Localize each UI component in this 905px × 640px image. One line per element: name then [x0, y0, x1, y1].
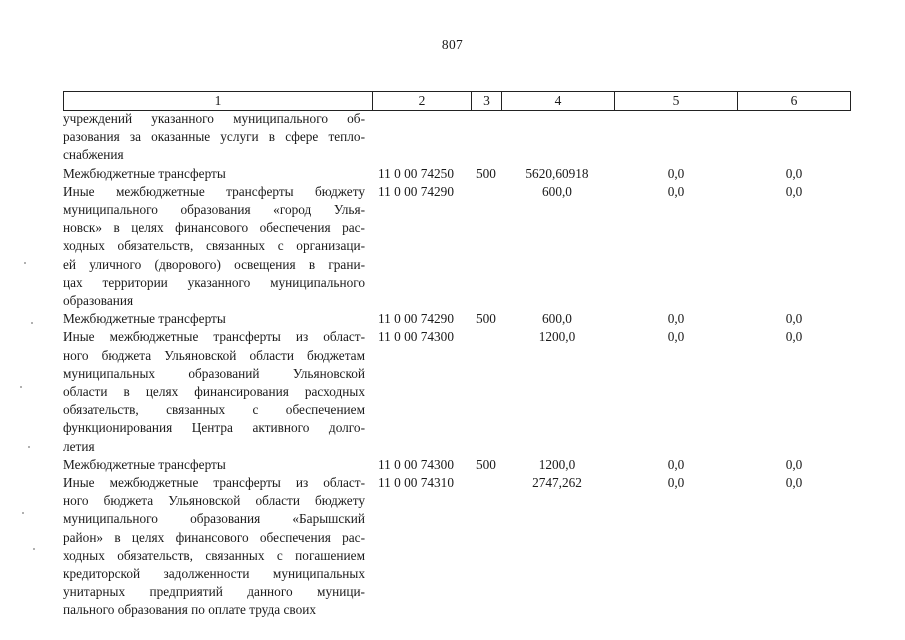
- row-code: 11 0 00 74290: [378, 311, 454, 327]
- header-col-3: 3: [472, 92, 502, 110]
- row-name-line: ного бюджета Ульяновской области бюджетам: [63, 347, 365, 363]
- header-col-5: 5: [615, 92, 738, 110]
- row-name: [63, 310, 365, 328]
- row-name-line: унитарных предприятий данного муници-: [63, 584, 365, 600]
- row-name-line: ходных обязательств, связанных с организаци-: [63, 238, 365, 254]
- row-name-line: Межбюджетные трансферты: [63, 165, 226, 181]
- row-code: 11 0 00 74310: [378, 475, 454, 490]
- row-value-4: 5620,60918: [525, 165, 589, 181]
- row-name-line: обязательств, связанных с обеспечением: [63, 402, 365, 418]
- row-name-line: Межбюджетные трансферты: [63, 311, 226, 327]
- scan-speck: [31, 322, 33, 324]
- row-kind: 500: [476, 456, 496, 472]
- row-value-5: 0,0: [667, 456, 685, 472]
- row-name-line: Межбюджетные трансферты: [63, 456, 226, 472]
- row-code: 11 0 00 74250: [378, 165, 454, 181]
- header-col-6: 6: [790, 93, 798, 108]
- row-value-6: 0,0: [785, 311, 803, 327]
- row-name-line: пального образования по оплате труда своих: [63, 602, 316, 618]
- row-name-line: муниципального образования «город Улья-: [63, 202, 365, 217]
- row-name-line: муниципального образования «Барышский: [63, 511, 365, 527]
- row-kind: 500: [476, 311, 496, 327]
- row-name-line: ного бюджета Ульяновской области бюджету: [63, 493, 365, 509]
- row-value-4: 1200,0: [538, 456, 576, 472]
- row-value-4: 1200,0: [538, 329, 576, 345]
- row-value-6: 0,0: [785, 456, 803, 472]
- row-value-5: 0,0: [667, 329, 685, 345]
- row-value-5: 0,0: [667, 475, 685, 490]
- row-name: [63, 328, 365, 455]
- row-name-line: ходных обязательств, связанных с погашением: [63, 547, 365, 563]
- row-name-line: район» в целях финансового обеспечения рас-: [63, 529, 365, 545]
- row-name-line: муниципальных образований Ульяновской: [63, 365, 365, 381]
- page-number: 807: [441, 37, 464, 52]
- row-name-line: снабжения: [63, 147, 124, 163]
- row-name: [63, 165, 365, 183]
- row-value-5: 0,0: [667, 165, 685, 181]
- row-name-line: новск» в целях финансового обеспечения рас-: [63, 220, 365, 236]
- row-value-6: 0,0: [785, 165, 803, 181]
- scan-speck: [24, 262, 26, 264]
- row-name: [63, 474, 365, 620]
- scan-speck: [22, 512, 24, 514]
- row-value-5: 0,0: [667, 311, 685, 327]
- row-name-line: ей уличного (дворового) освещения в грани-: [63, 256, 365, 272]
- row-name-line: разования за оказанные услуги в сфере тепло-: [63, 129, 365, 145]
- row-name-line: области в целях финансирования расходных: [63, 384, 365, 399]
- table-header: [63, 91, 851, 111]
- row-name-line: летия: [63, 438, 95, 454]
- row-value-6: 0,0: [785, 475, 803, 490]
- scan-speck: [33, 548, 35, 550]
- row-name-line: Иные межбюджетные трансферты из област-: [63, 329, 365, 345]
- row-code: 11 0 00 74290: [378, 183, 454, 199]
- row-value-4: 600,0: [542, 311, 572, 327]
- header-col-1: 1: [64, 92, 373, 110]
- row-kind: 500: [476, 165, 496, 181]
- row-name: [63, 110, 365, 165]
- row-value-4: 2747,262: [532, 475, 582, 490]
- header-col-2: 2: [373, 92, 472, 110]
- row-value-5: 0,0: [667, 183, 685, 199]
- scan-speck: [20, 386, 22, 388]
- row-name-line: функционирования Центра активного долго-: [63, 420, 365, 436]
- row-name-line: Иные межбюджетные трансферты бюджету: [63, 183, 365, 199]
- row-name-line: кредиторской задолженности муниципальных: [63, 566, 365, 582]
- row-name-line: учреждений указанного муниципального об-: [63, 111, 365, 126]
- header-col-4: 4: [502, 92, 615, 110]
- row-code: 11 0 00 74300: [378, 329, 454, 345]
- row-name-line: цах территории указанного муниципального: [63, 274, 365, 290]
- row-name-line: образования: [63, 293, 134, 309]
- scan-speck: [28, 446, 30, 448]
- row-name-line: Иные межбюджетные трансферты из област-: [63, 475, 365, 490]
- row-name: [63, 183, 365, 310]
- row-value-4: 600,0: [542, 183, 572, 199]
- row-value-6: 0,0: [785, 329, 803, 345]
- row-code: 11 0 00 74300: [378, 456, 454, 472]
- row-value-6: 0,0: [785, 183, 803, 199]
- row-name: [63, 456, 365, 474]
